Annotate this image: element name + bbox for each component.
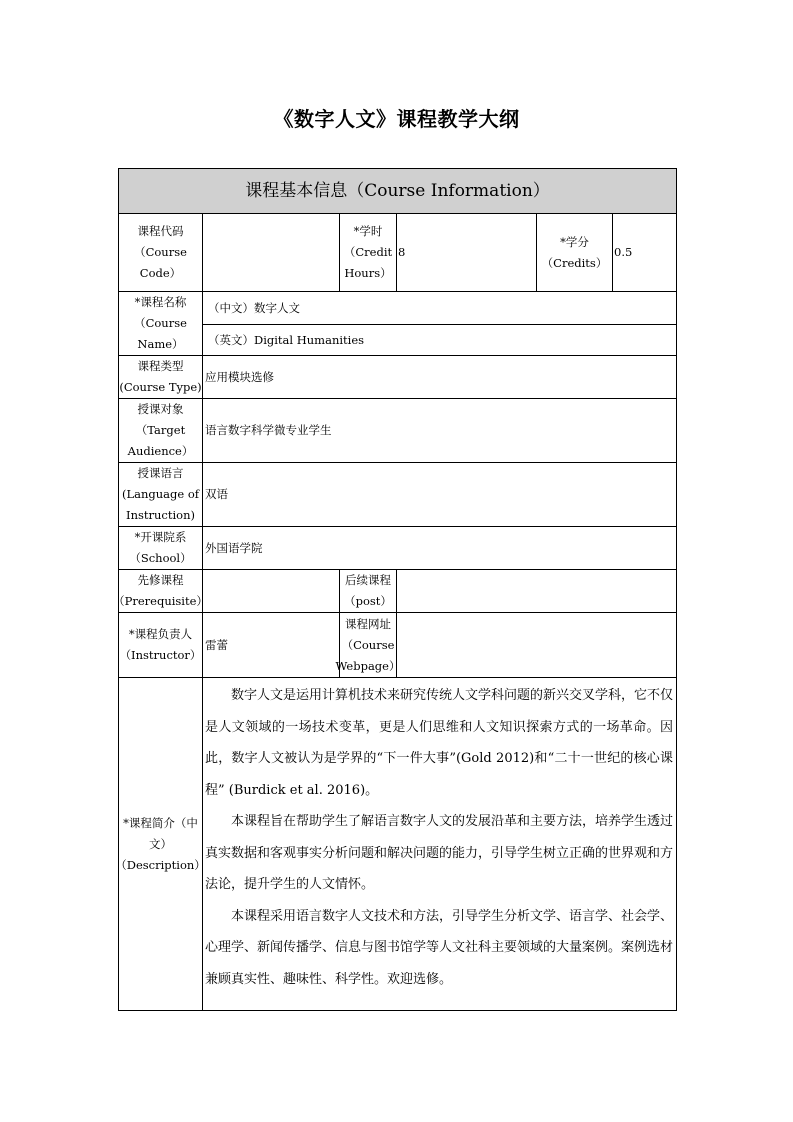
course-code-label: 课程代码 （Course Code） xyxy=(134,224,187,280)
credits-label: *学分 （Credits） xyxy=(541,234,608,270)
post-label: 后续课程 （post） xyxy=(344,573,392,608)
prerequisite-label: 先修课程 （Prerequisite） xyxy=(113,573,208,608)
language-label: 授课语言 (Language of Instruction) xyxy=(121,466,199,522)
description-paragraph: 本课程旨在帮助学生了解语言数字人文的发展沿革和主要方法，培养学生透过真实数据和客观事实分析问题和解决问题的能力，引导学生树立正确的世界观和方法论，提升学生的人文情怀。 xyxy=(205,814,674,892)
course-name-english: （英文）Digital Humanities xyxy=(208,332,365,347)
course-name-label: *课程名称 （Course Name） xyxy=(134,295,187,351)
credit-hours-label: *学时 （Credit Hours） xyxy=(343,224,393,280)
course-type-value: 应用模块选修 xyxy=(205,369,274,384)
webpage-value xyxy=(397,613,676,677)
post-value xyxy=(397,570,676,612)
language-value: 双语 xyxy=(205,487,228,501)
webpage-label: 课程网址 （Course Webpage） xyxy=(335,616,401,673)
credits-value: 0.5 xyxy=(614,245,633,259)
prerequisite-value xyxy=(203,570,339,612)
course-code-value xyxy=(203,214,339,291)
course-name-chinese: （中文）数字人文 xyxy=(208,300,300,315)
description-body xyxy=(203,678,676,1010)
instructor-value: 雷蕾 xyxy=(205,637,228,652)
description-paragraph: 数字人文是运用计算机技术来研究传统人文学科问题的新兴交叉学科，它不仅是人文领域的一场技术变革，更是人们思维和人文知识探索方式的一场革命。因此，数字人文被认为是学界的“下一件大事”(Gold 2012)和“二十一世纪的核心课程” (Burdick et al. 2016)。 xyxy=(205,688,674,798)
document-title: 《数字人文》课程教学大纲 xyxy=(273,107,520,131)
course-info-table xyxy=(113,168,677,1011)
target-audience-label: 授课对象 （Target Audience） xyxy=(127,402,194,458)
description-label: *课程简介（中 文） （Description） xyxy=(115,815,206,872)
school-label: *开课院系 （School） xyxy=(129,530,192,565)
section-header: 课程基本信息（Course Information） xyxy=(245,181,550,201)
target-audience-value: 语言数字科学微专业学生 xyxy=(205,423,332,437)
school-value: 外国语学院 xyxy=(205,540,263,555)
description-paragraph: 本课程采用语言数字人文技术和方法，引导学生分析文学、语言学、社会学、心理学、新闻传播学、信息与图书馆学等人文社科主要领域的大量案例。案例选材兼顾真实性、趣味性、科学性。欢迎选修。 xyxy=(205,908,674,987)
instructor-label: *课程负责人 （Instructor） xyxy=(119,627,202,662)
credit-hours-value: 8 xyxy=(398,245,406,259)
course-type-label: 课程类型 (Course Type) xyxy=(119,359,202,394)
